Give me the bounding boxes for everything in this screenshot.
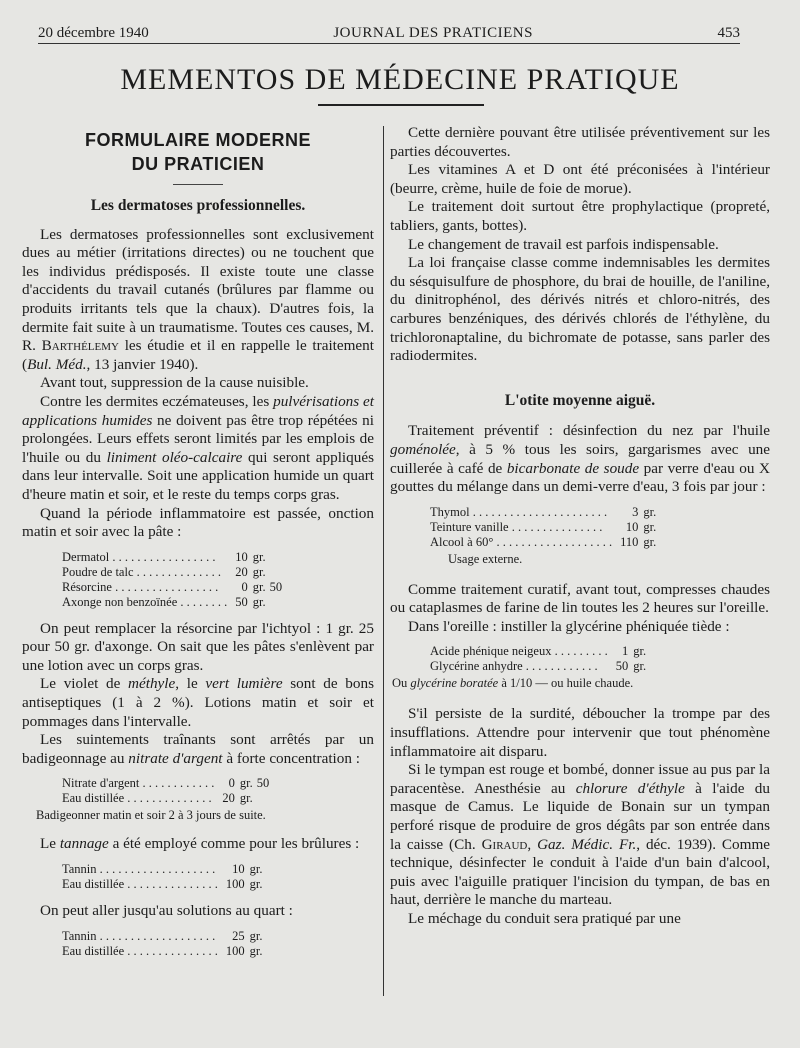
left-column bbox=[22, 124, 374, 969]
formula-table bbox=[62, 862, 267, 892]
section-title: FORMULAIRE MODERNE DU PRATICIEN bbox=[85, 130, 311, 174]
formula-table bbox=[62, 550, 282, 610]
formula-note: Usage externe. bbox=[448, 551, 523, 566]
formula-row: Résorcine . . . . . . . . . . . . . . . . . 0 gr. 50 bbox=[62, 579, 283, 594]
formula-note: Badigeonner matin et soir 2 à 3 jours de suite. bbox=[36, 808, 266, 823]
right-column bbox=[390, 124, 770, 929]
title-rule bbox=[318, 104, 484, 106]
paragraph: Cette dernière pouvant être utilisée préventivement sur les parties découvertes. bbox=[390, 124, 770, 160]
formula-row: Alcool à 60° . . . . . . . . . . . . . . . . . . . 110 gr. bbox=[430, 534, 657, 549]
paragraph: Avant tout, suppression de la cause nuisible. bbox=[40, 374, 309, 392]
paragraph: Le tannage a été employé comme pour les brûlures : bbox=[40, 835, 360, 853]
paragraph: Le méchage du conduit sera pratiqué par une bbox=[408, 910, 681, 927]
author-name: Giraud bbox=[481, 835, 528, 853]
formula-table bbox=[430, 505, 656, 550]
paragraph: Le traitement doit surtout être prophylactique (propreté, tabliers, gants, bottes). bbox=[390, 198, 770, 234]
paragraph: Les suintements traînants sont arrêtés par un badigeonnage au nitrate d'argent à forte concentration : bbox=[22, 731, 374, 767]
formula-table bbox=[62, 776, 269, 806]
header-rule bbox=[38, 43, 740, 44]
formula-row: Tannin . . . . . . . . . . . . . . . . . . . 10 gr. bbox=[62, 862, 263, 877]
header-date: 20 décembre 1940 bbox=[38, 25, 149, 41]
journal-ref: Gaz. Médic. Fr. bbox=[537, 835, 637, 853]
author-name: Barthélemy bbox=[41, 337, 119, 355]
paragraph: Les vitamines A et D ont été préconisées à l'intérieur (beurre, crème, huile de foie de morue). bbox=[390, 161, 770, 197]
paragraph: Traitement préventif : désinfection du nez par l'huile goménolée, à 5 % tous les soirs, gargarismes avec une cuillerée à café de bicarbonate de soude par verre d'eau ou X gouttes du mélange dans un demi-verre d'eau, 3 fois par jour : bbox=[390, 422, 770, 496]
formula-row: Dermatol . . . . . . . . . . . . . . . . . 10 gr. bbox=[62, 549, 266, 564]
formula-row: Poudre de talc . . . . . . . . . . . . . . 20 gr. bbox=[62, 564, 266, 579]
paragraph: La loi française classe comme indemnisables les dermites du sésquisulfure de phosphore, du brai de houille, de l'aniline, du dinitrophénol, des dérivés nitrés et chloro-nitrés, des carbures benzéniques, des dérivés chlorés de l'éthylène, du trichloronaptaline, du bichromate de potasse, sans parler des radiodermites. bbox=[390, 254, 770, 365]
main-title: MEMENTOS DE MÉDECINE PRATIQUE bbox=[120, 63, 680, 96]
formula-row: Glycérine anhydre . . . . . . . . . . . . 50 gr. bbox=[430, 659, 647, 674]
header-page-number: 453 bbox=[717, 25, 740, 41]
paragraph: Quand la période inflammatoire est passée, onction matin et soir avec la pâte : bbox=[22, 504, 374, 541]
formula-row: Axonge non benzoïnée . . . . . . . . 50 gr. bbox=[62, 594, 266, 609]
paragraph: Comme traitement curatif, avant tout, compresses chaudes ou cataplasmes de farine de lin toutes les 2 heures sur l'oreille. bbox=[390, 580, 770, 617]
formula-row: Tannin . . . . . . . . . . . . . . . . . . . 25 gr. bbox=[62, 928, 263, 943]
paragraph: On peut aller jusqu'au solutions au quart : bbox=[40, 902, 293, 920]
paragraph: Le changement de travail est parfois indispensable. bbox=[408, 235, 719, 253]
formula-table bbox=[430, 644, 646, 674]
paragraph: Si le tympan est rouge et bombé, donner issue au pus par la paracentèse. Anesthésie au chlorure d'éthyle à l'aide du masque de Camus. Le liquide de Bonain sur un tympan perforé risque de produire de gros dégâts par son entrée dans la caisse (Ch. Giraud, Gaz. Médic. Fr., déc. 1939). Comme technique, désinfecter le conduit à l'aide d'un bain d'alcool, puis avec l'aiguille pratiquer l'incision du tympan, de bas en haut, derrière le manche du marteau. bbox=[390, 761, 770, 909]
column-divider bbox=[383, 126, 384, 996]
formula-note: Ou glycérine boratée à 1/10 — ou huile chaude. bbox=[392, 676, 634, 691]
article-subtitle-otite: L'otite moyenne aiguë. bbox=[504, 391, 656, 409]
paragraph: Dans l'oreille : instiller la glycérine phéniquée tiède : bbox=[408, 617, 730, 635]
article-subtitle-dermatoses: Les dermatoses professionnelles. bbox=[90, 197, 306, 214]
formula-row: Nitrate d'argent . . . . . . . . . . . . 0 gr. 50 bbox=[62, 776, 270, 791]
section-rule bbox=[173, 184, 223, 185]
paragraph: S'il persiste de la surdité, déboucher la trompe par des insufflations. Attendre pour intervenir que tout phénomène inflammatoire ait disparu. bbox=[390, 705, 770, 760]
page-header bbox=[38, 20, 740, 42]
paragraph: Contre les dermites eczémateuses, les pulvérisations et applications humides ne doivent pas être trop répétées ni prolongées. Leurs effets seront limités par les emplois de l'huile ou du liniment oléo-calcaire qui seront appliqués dans leur intervalle. Soit une application humide un quart d'heure matin et soir, et le reste du temps corps gras. bbox=[22, 392, 374, 503]
formula-row: Thymol . . . . . . . . . . . . . . . . . . . . . . 3 gr. bbox=[430, 504, 657, 519]
paragraph: Le violet de méthyle, le vert lumière sont de bons antiseptiques (1 à 2 %). Lotions matin et soir et pommages dans l'intervalle. bbox=[22, 675, 374, 730]
paragraph: On peut remplacer la résorcine par l'ichtyol : 1 gr. 25 pour 50 gr. d'axonge. On sait que les pâtes s'enlèvent par une lotion avec un corps gras. bbox=[22, 619, 374, 674]
formula-row: Eau distillée . . . . . . . . . . . . . . . 100 gr. bbox=[62, 877, 263, 892]
header-journal: JOURNAL DES PRATICIENS bbox=[333, 25, 533, 41]
formula-row: Eau distillée . . . . . . . . . . . . . . . 100 gr. bbox=[62, 943, 263, 958]
paragraph: Les dermatoses professionnelles sont exclusivement dues au métier (irritations directes) ou ne touchent que les individus prédisposés. Il existe toute une classe d'accidents du travail cutanés (brûlures par flamme ou produits irritants tels que la chaux). D'autres fois, la dermite fait suite à un traumatisme. Toutes ces causes, M. R. Barthélemy les étudie et il en rappelle le traitement (Bul. Méd., 13 janvier 1940). bbox=[22, 225, 374, 373]
formula-row: Teinture vanille . . . . . . . . . . . . . . . 10 gr. bbox=[430, 519, 657, 534]
formula-row: Eau distillée . . . . . . . . . . . . . . 20 gr. bbox=[62, 791, 253, 806]
formula-table bbox=[62, 929, 267, 959]
formula-row: Acide phénique neigeux . . . . . . . . . 1 gr. bbox=[430, 644, 647, 659]
journal-ref: Bul. Méd. bbox=[27, 355, 87, 373]
